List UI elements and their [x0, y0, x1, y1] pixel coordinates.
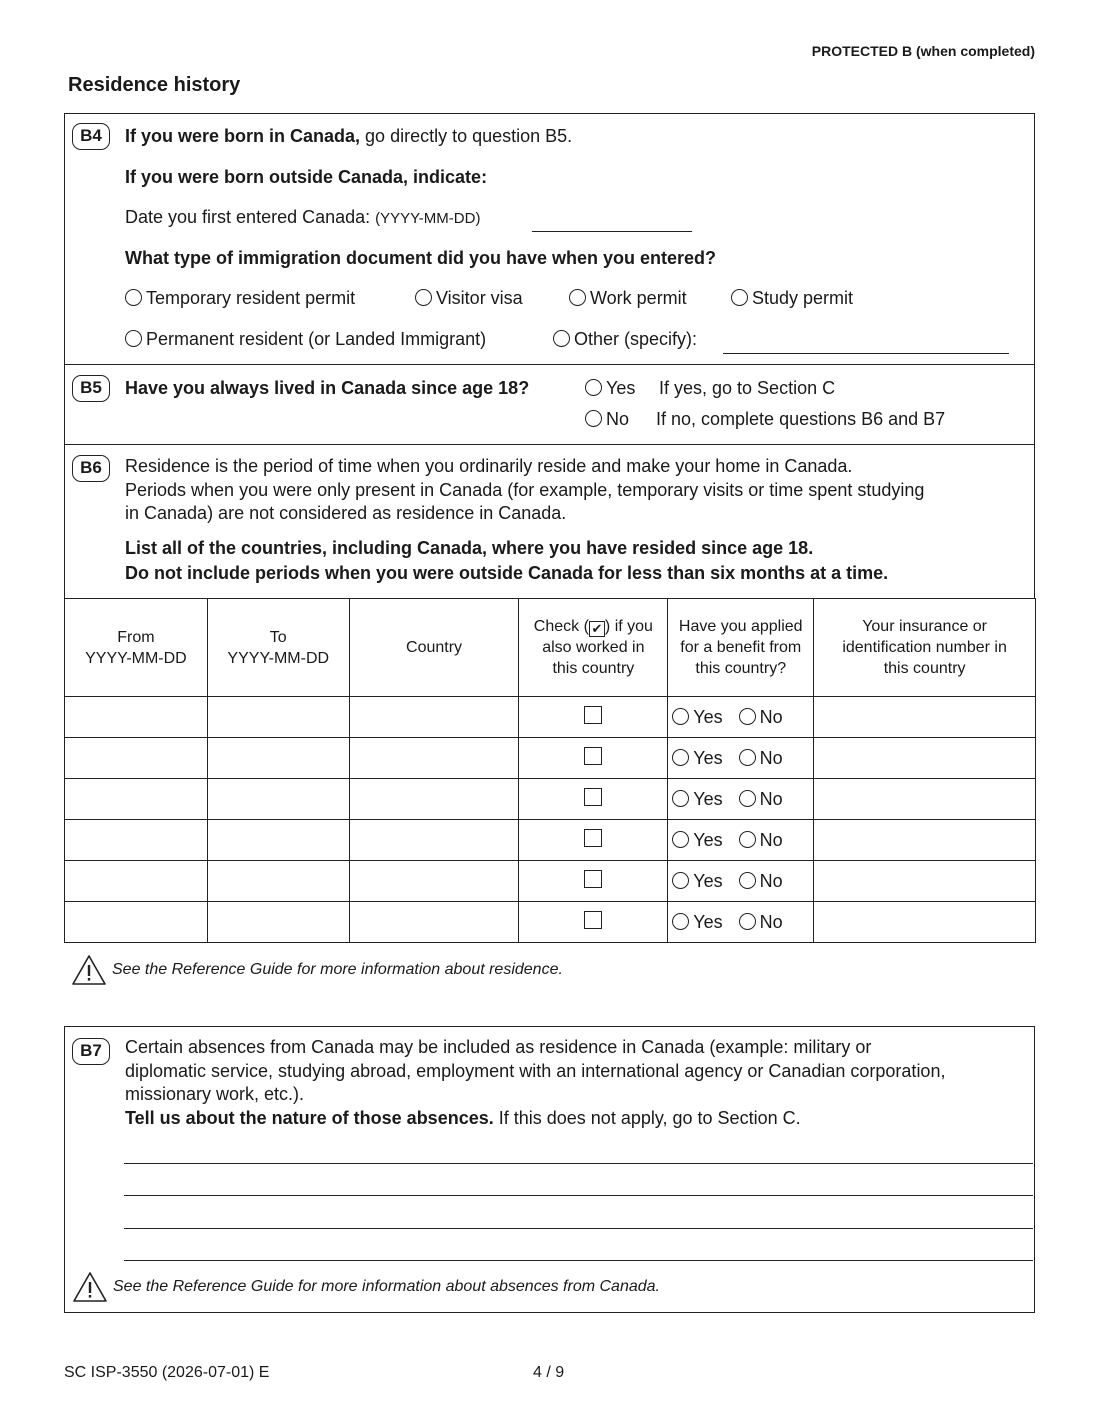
header-line: To: [269, 628, 287, 646]
b7-answer-line[interactable]: [124, 1260, 1033, 1261]
applied-cell: [668, 902, 814, 943]
table-row: [65, 902, 1036, 943]
radio-applied-no[interactable]: [739, 831, 756, 848]
question-tag-b7: B7: [72, 1038, 110, 1065]
b5-yes-note: If yes, go to Section C: [659, 378, 836, 398]
other-specify-field[interactable]: [723, 353, 1009, 354]
radio-b5-no[interactable]: [585, 410, 602, 427]
to-date-cell[interactable]: [207, 738, 349, 779]
header-line: this country?: [695, 660, 787, 677]
b7-answer-line[interactable]: [124, 1163, 1033, 1164]
applied-yes-option[interactable]: [672, 871, 722, 891]
to-date-cell[interactable]: [207, 902, 349, 943]
applied-yes-option[interactable]: [672, 789, 722, 809]
header-line: identification number in: [842, 639, 1007, 656]
to-date-cell[interactable]: [207, 861, 349, 902]
insurance-number-cell[interactable]: [814, 820, 1036, 861]
b4-born-in-rest: go directly to question B5.: [360, 126, 573, 146]
from-date-cell[interactable]: [65, 820, 208, 861]
b5-no-note: If no, complete questions B6 and B7: [656, 409, 946, 429]
from-date-cell[interactable]: [65, 738, 208, 779]
header-line: Your insurance or: [862, 618, 988, 635]
radio-applied-no[interactable]: [739, 749, 756, 766]
option-label: Visitor visa: [436, 288, 523, 308]
applied-cell: [668, 861, 814, 902]
radio-applied-no[interactable]: [739, 913, 756, 930]
checkmark-icon: ✔: [589, 621, 605, 637]
b6-line-2: Periods when you were only present in Canada (for example, temporary visits or time spent studying: [125, 479, 925, 500]
option-label: Temporary resident permit: [146, 288, 356, 308]
b5-question: Have you always lived in Canada since age 18?: [125, 378, 530, 398]
radio-other[interactable]: [553, 330, 570, 347]
question-b7-box: [64, 1026, 1035, 1313]
option-label: Study permit: [752, 288, 854, 308]
radio-applied-yes[interactable]: [672, 749, 689, 766]
radio-b5-yes[interactable]: [585, 379, 602, 396]
table-header-row: [65, 599, 1036, 697]
header-check-post: ) if you: [604, 618, 653, 635]
option-label: Yes: [693, 829, 723, 850]
from-date-cell[interactable]: [65, 861, 208, 902]
worked-checkbox[interactable]: [584, 706, 602, 724]
option-label: No: [759, 829, 783, 850]
applied-no-option[interactable]: [739, 789, 783, 809]
header-line: Have you applied: [678, 618, 803, 635]
b6-instructions: [125, 536, 888, 585]
option-permanent-resident[interactable]: [125, 329, 486, 350]
b6-line-3: in Canada) are not considered as residence in Canada.: [125, 503, 567, 523]
option-label: Yes: [693, 911, 723, 932]
option-work-permit[interactable]: [569, 288, 687, 309]
country-cell[interactable]: [349, 697, 519, 738]
worked-cell: [519, 779, 668, 820]
b4-born-in-canada: [125, 126, 572, 147]
header-check-pre: Check (: [533, 618, 589, 635]
radio-applied-no[interactable]: [739, 708, 756, 725]
option-label: No: [759, 747, 783, 768]
b4-date-label: Date you first entered Canada:: [125, 207, 371, 227]
worked-checkbox[interactable]: [584, 747, 602, 765]
residence-reference-note: See the Reference Guide for more information about residence.: [112, 961, 563, 978]
absences-reference-note: See the Reference Guide for more information about absences from Canada.: [113, 1278, 660, 1295]
b6-bold-1: List all of the countries, including Canada, where you have resided since age 18.: [125, 538, 814, 558]
option-label: No: [759, 870, 783, 891]
option-other[interactable]: [553, 329, 697, 350]
from-date-cell[interactable]: [65, 697, 208, 738]
radio-applied-yes[interactable]: [672, 872, 689, 889]
country-cell[interactable]: [349, 779, 519, 820]
applied-yes-option[interactable]: [672, 912, 722, 932]
applied-cell: [668, 779, 814, 820]
applied-no-option[interactable]: [739, 912, 783, 932]
country-cell[interactable]: [349, 902, 519, 943]
question-tag-b5: B5: [72, 375, 110, 402]
applied-yes-option[interactable]: [672, 707, 722, 727]
b7-answer-line[interactable]: [124, 1228, 1033, 1229]
residence-table: [64, 598, 1036, 943]
b4-born-outside: If you were born outside Canada, indicate:: [125, 167, 488, 187]
form-id: SC ISP-3550 (2026-07-01) E: [64, 1364, 270, 1381]
header-to: [207, 599, 349, 697]
header-line: YYYY-MM-DD: [85, 649, 187, 667]
applied-yes-option[interactable]: [672, 748, 722, 768]
radio-applied-no[interactable]: [739, 790, 756, 807]
question-tag-b6: B6: [72, 455, 110, 482]
radio-work-permit[interactable]: [569, 289, 586, 306]
option-label: No: [759, 788, 783, 809]
option-label: Other (specify):: [574, 329, 698, 349]
worked-checkbox[interactable]: [584, 788, 602, 806]
worked-checkbox[interactable]: [584, 829, 602, 847]
option-visitor-visa[interactable]: [415, 288, 523, 309]
worked-cell: [519, 902, 668, 943]
header-country: Country: [349, 599, 519, 697]
b7-line-1: Certain absences from Canada may be included as residence in Canada (example: military or: [125, 1037, 872, 1057]
b4-born-in-bold: If you were born in Canada,: [125, 126, 361, 146]
radio-permanent-resident[interactable]: [125, 330, 142, 347]
table-row: [65, 861, 1036, 902]
header-line: this country: [552, 660, 635, 677]
applied-yes-option[interactable]: [672, 830, 722, 850]
insurance-number-cell[interactable]: [814, 861, 1036, 902]
worked-checkbox[interactable]: [584, 870, 602, 888]
option-label: Yes: [693, 747, 723, 768]
question-b4-box: [64, 113, 1035, 365]
table-row: [65, 738, 1036, 779]
section-title: Residence history: [68, 74, 241, 96]
header-applied: [668, 599, 814, 697]
b5-option-no[interactable]: [585, 409, 629, 430]
question-tag-b4: B4: [72, 123, 110, 150]
applied-no-option[interactable]: [739, 748, 783, 768]
header-line: YYYY-MM-DD: [227, 649, 330, 667]
worked-cell: [519, 738, 668, 779]
b7-answer-line[interactable]: [124, 1195, 1033, 1196]
table-row: [65, 779, 1036, 820]
option-label: Yes: [606, 378, 636, 398]
from-date-cell[interactable]: [65, 902, 208, 943]
b6-description: [125, 455, 924, 526]
applied-no-option[interactable]: [739, 830, 783, 850]
worked-cell: [519, 697, 668, 738]
worked-cell: [519, 820, 668, 861]
applied-no-option[interactable]: [739, 871, 783, 891]
applied-cell: [668, 697, 814, 738]
header-line: also worked in: [542, 639, 645, 656]
insurance-number-cell[interactable]: [814, 738, 1036, 779]
question-b5-box: [64, 364, 1035, 445]
radio-applied-yes[interactable]: [672, 913, 689, 930]
radio-applied-yes[interactable]: [672, 790, 689, 807]
b7-bold: Tell us about the nature of those absences.: [125, 1107, 494, 1128]
table-row: [65, 697, 1036, 738]
country-cell[interactable]: [349, 820, 519, 861]
option-label: No: [759, 706, 783, 727]
option-label: Work permit: [590, 288, 687, 308]
b7-rest: If this does not apply, go to Section C.: [493, 1107, 801, 1128]
header-line: From: [117, 628, 155, 646]
b5-option-yes[interactable]: [585, 378, 635, 399]
b6-bold-2: Do not include periods when you were outside Canada for less than six months at a time.: [125, 562, 889, 583]
question-b6-box: [64, 444, 1035, 599]
header-line: [519, 616, 667, 637]
b7-line-3: missionary work, etc.).: [125, 1084, 305, 1104]
option-label: No: [759, 911, 783, 932]
option-label: No: [606, 409, 630, 429]
option-label: Yes: [693, 870, 723, 891]
radio-applied-yes[interactable]: [672, 708, 689, 725]
warning-icon: [71, 954, 107, 991]
radio-study-permit[interactable]: [731, 289, 748, 306]
insurance-number-cell[interactable]: [814, 779, 1036, 820]
radio-applied-yes[interactable]: [672, 831, 689, 848]
option-temporary-resident-permit[interactable]: [125, 288, 355, 309]
header-worked: [519, 599, 668, 697]
header-from: [65, 599, 208, 697]
country-cell[interactable]: [349, 861, 519, 902]
warning-icon: [72, 1271, 108, 1308]
to-date-cell[interactable]: [207, 779, 349, 820]
to-date-cell[interactable]: [207, 820, 349, 861]
worked-checkbox[interactable]: [584, 911, 602, 929]
b7-description: [125, 1036, 945, 1130]
option-label: Yes: [693, 706, 723, 727]
option-label: Permanent resident (or Landed Immigrant): [146, 329, 487, 349]
b4-document-question: What type of immigration document did you have when you entered?: [125, 248, 717, 268]
page-number: 4 / 9: [533, 1364, 565, 1381]
table-row: [65, 820, 1036, 861]
applied-cell: [668, 738, 814, 779]
radio-applied-no[interactable]: [739, 872, 756, 889]
radio-visitor-visa[interactable]: [415, 289, 432, 306]
b6-line-1: Residence is the period of time when you ordinarily reside and make your home in Canada.: [125, 456, 853, 476]
applied-no-option[interactable]: [739, 707, 783, 727]
b4-date-row: [125, 207, 480, 228]
header-line: this country: [883, 660, 966, 677]
header-insurance-number: [814, 599, 1036, 697]
insurance-number-cell[interactable]: [814, 697, 1036, 738]
applied-cell: [668, 820, 814, 861]
header-line: for a benefit from: [680, 639, 802, 656]
b7-line-2: diplomatic service, studying abroad, employment with an international agency or Canadian corporation,: [125, 1060, 946, 1081]
from-date-cell[interactable]: [65, 779, 208, 820]
b7-instruction: [125, 1107, 945, 1131]
option-label: Yes: [693, 788, 723, 809]
to-date-cell[interactable]: [207, 697, 349, 738]
insurance-number-cell[interactable]: [814, 902, 1036, 943]
worked-cell: [519, 861, 668, 902]
date-entered-field[interactable]: [532, 231, 692, 232]
option-study-permit[interactable]: [731, 288, 853, 309]
b4-date-format: (YYYY-MM-DD): [375, 210, 481, 227]
protected-label: PROTECTED B (when completed): [811, 43, 1035, 59]
radio-temporary-resident-permit[interactable]: [125, 289, 142, 306]
country-cell[interactable]: [349, 738, 519, 779]
